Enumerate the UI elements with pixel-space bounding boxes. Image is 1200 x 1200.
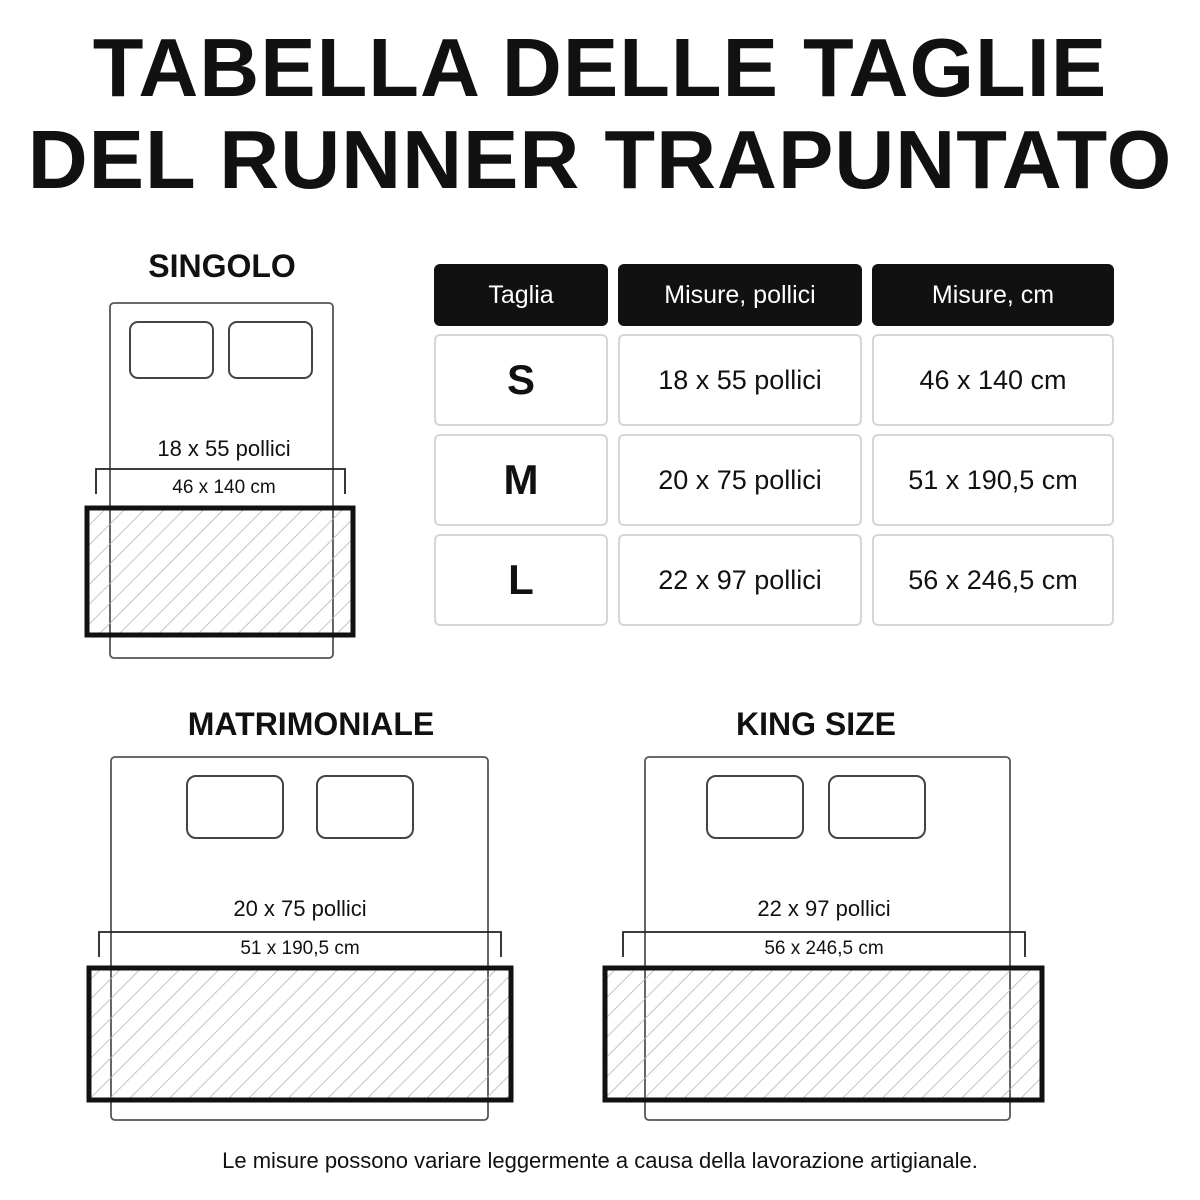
size-cm-label: 46 x 140 cm <box>172 477 276 498</box>
title-line-2: DEL RUNNER TRAPUNTATO <box>27 113 1173 206</box>
table-row <box>434 434 1114 526</box>
cell-cm: 46 x 140 cm <box>872 334 1114 426</box>
size-table <box>424 256 1124 634</box>
bed-singolo <box>87 303 353 658</box>
footnote: Le misure possono variare leggermente a causa della lavorazione artigianale. <box>222 1148 978 1173</box>
bed-label-king: KING SIZE <box>735 706 896 742</box>
pillow <box>829 776 925 838</box>
table-header-row <box>434 264 1114 326</box>
cell-size: M <box>434 434 608 526</box>
bed-label-singolo: SINGOLO <box>148 248 296 284</box>
size-cm-label: 56 x 246,5 cm <box>764 938 884 959</box>
bed-label-matrimoniale: MATRIMONIALE <box>187 706 435 742</box>
cell-size: S <box>434 334 608 426</box>
cell-cm: 56 x 246,5 cm <box>872 534 1114 626</box>
pillow <box>707 776 803 838</box>
cell-inches: 18 x 55 pollici <box>618 334 862 426</box>
pillow <box>187 776 283 838</box>
header-cm: Misure, cm <box>872 264 1114 326</box>
cell-size: L <box>434 534 608 626</box>
title-line-1: TABELLA DELLE TAGLIE <box>92 21 1108 114</box>
header-taglia: Taglia <box>434 264 608 326</box>
bed-matrimoniale <box>89 757 511 1120</box>
runner-rect <box>605 968 1042 1100</box>
runner-rect <box>89 968 511 1100</box>
size-cm-label: 51 x 190,5 cm <box>240 938 360 959</box>
size-inches-label: 20 x 75 pollici <box>233 896 367 921</box>
runner-rect <box>87 508 353 635</box>
cell-cm: 51 x 190,5 cm <box>872 434 1114 526</box>
cell-inches: 20 x 75 pollici <box>618 434 862 526</box>
size-inches-label: 18 x 55 pollici <box>157 436 291 461</box>
size-inches-label: 22 x 97 pollici <box>757 896 891 921</box>
table-row <box>434 534 1114 626</box>
cell-inches: 22 x 97 pollici <box>618 534 862 626</box>
pillow <box>317 776 413 838</box>
header-inches: Misure, pollici <box>618 264 862 326</box>
pillow <box>229 322 312 378</box>
bed-king <box>605 757 1042 1120</box>
pillow <box>130 322 213 378</box>
table-row <box>434 334 1114 426</box>
